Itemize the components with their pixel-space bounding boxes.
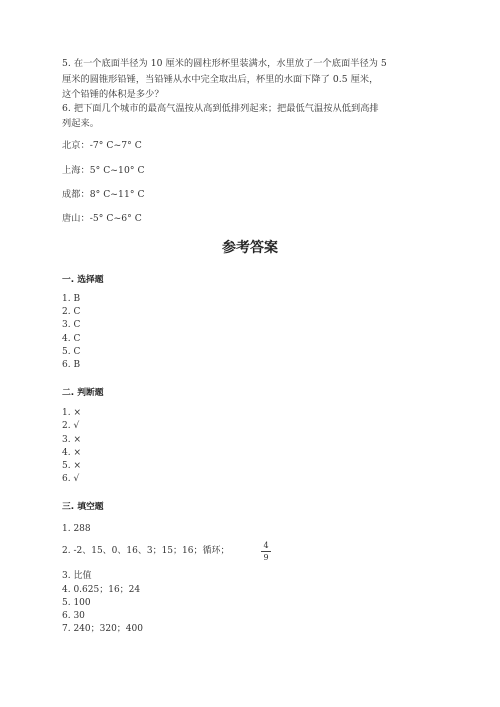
section-2-answer-5: 5. × (62, 461, 81, 471)
section-2-answer-2: 2. √ (62, 421, 80, 431)
section-1-answer-3: 3. C (62, 320, 81, 330)
section-1-answer-5: 5. C (62, 347, 81, 357)
section-1-answer-1: 1. B (62, 294, 81, 304)
section-2-answer-3: 3. × (62, 435, 81, 445)
fraction-bar (261, 551, 271, 552)
section-3-heading: 三. 填空题 (62, 502, 104, 512)
section-1-answer-6: 6. B (62, 360, 81, 370)
fraction-four-ninths (261, 541, 271, 562)
section-3-answer-4: 4. 0.625；16；24 (62, 585, 141, 595)
section-2-answer-4: 4. × (62, 448, 81, 458)
section-3-answer-7: 7. 240；320；400 (62, 624, 143, 634)
city-beijing: 北京：-7° C~7° C (62, 140, 142, 151)
question-6-line-2: 列起来。 (62, 118, 99, 129)
section-1-heading: 一. 选择题 (62, 275, 104, 285)
section-1-answer-4: 4. C (62, 334, 81, 344)
section-3-answer-5: 5. 100 (62, 598, 91, 608)
fraction-numerator: 4 (263, 541, 269, 550)
city-shanghai: 上海：5° C~10° C (62, 165, 145, 176)
question-5-line-2: 厘米的圆锥形铅锤，当铅锤从水中完全取出后，杯里的水面下降了 0.5 厘米， (62, 74, 379, 85)
question-5-line-3: 这个铅锤的体积是多少？ (62, 89, 164, 100)
city-tangshan: 唐山：-5° C~6° C (62, 213, 142, 224)
section-2-answer-6: 6. √ (62, 474, 80, 484)
section-3-answer-3: 3. 比值 (62, 571, 92, 581)
section-3-answer-2: 2. -2、15、0、16、3；15；16；循环； (62, 546, 230, 556)
question-6-line-1: 6. 把下面几个城市的最高气温按从高到低排列起来；把最低气温按从低到高排 (62, 103, 379, 114)
section-2-heading: 二. 判断题 (62, 388, 104, 398)
section-1-answer-2: 2. C (62, 307, 81, 317)
fraction-denominator: 9 (263, 553, 269, 562)
answer-title: 参考答案 (222, 240, 278, 256)
section-2-answer-1: 1. × (62, 408, 81, 418)
city-chengdu: 成都：8° C~11° C (62, 189, 145, 200)
section-3-answer-6: 6. 30 (62, 611, 85, 621)
section-3-answer-1: 1. 288 (62, 524, 91, 534)
question-5-line-1: 5. 在一个底面半径为 10 厘米的圆柱形杯里装满水，水里放了一个底面半径为 5 (62, 58, 387, 69)
